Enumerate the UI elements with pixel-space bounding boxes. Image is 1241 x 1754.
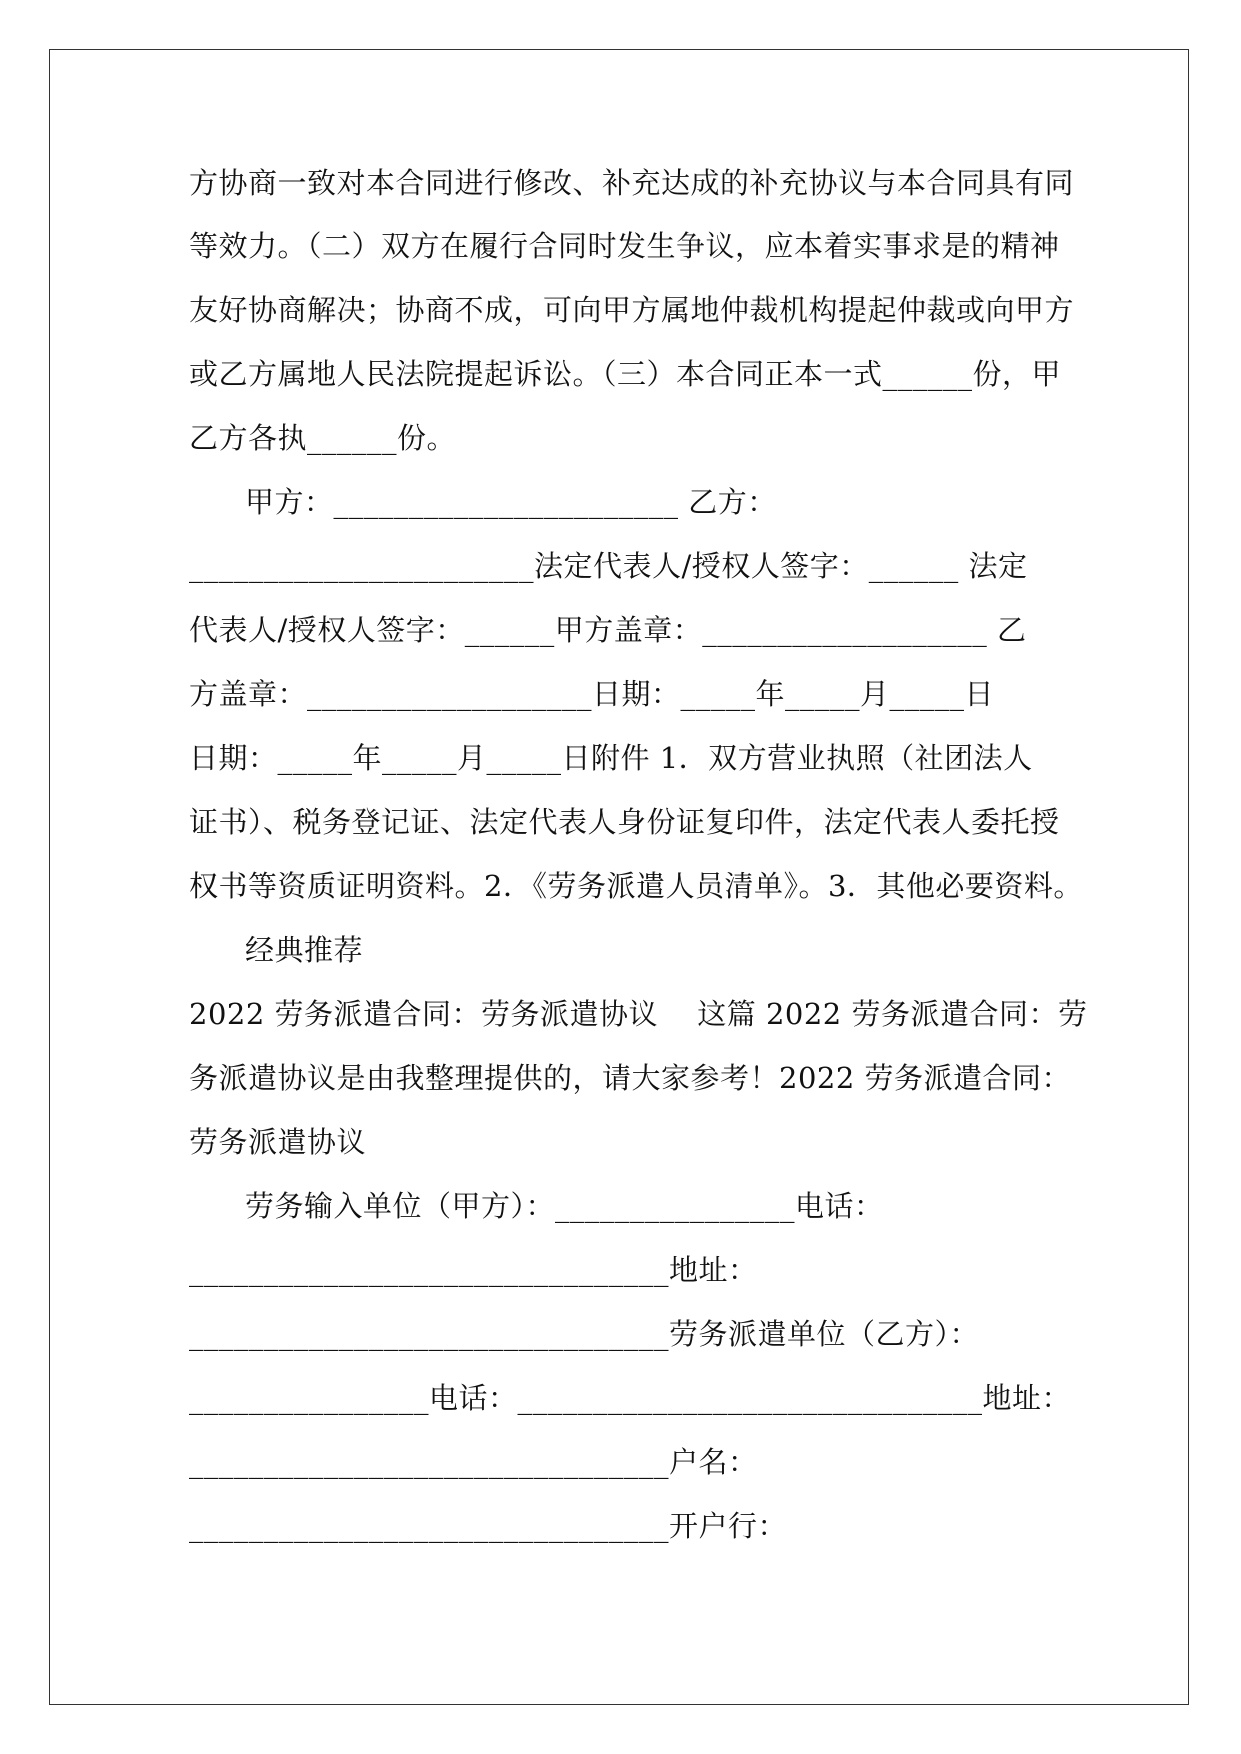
article-intro-line: 务派遣协议是由我整理提供的，请大家参考！2022 劳务派遣合同： <box>189 1061 1072 1095</box>
form-field-line: ________________电话：_______________________________地址： <box>189 1381 1072 1415</box>
signature-line: 代表人/授权人签字：______甲方盖章：___________________ 乙 <box>189 613 1027 647</box>
body-text-line: 等效力。（二）双方在履行合同时发生争议，应本着实事求是的精神 <box>189 229 1060 263</box>
recommend-heading: 经典推荐 <box>245 933 364 967</box>
body-text-line: 乙方各执______份。 <box>189 421 457 455</box>
form-field-line: ________________________________劳务派遣单位（乙方）： <box>189 1317 980 1351</box>
body-text-line: 或乙方属地人民法院提起诉讼。（三）本合同正本一式______份，甲 <box>189 357 1062 391</box>
seal-date-line: 方盖章：___________________日期：_____年_____月_____日 <box>189 677 995 711</box>
form-field-line: ________________________________地址： <box>189 1253 758 1287</box>
article-title-line: 劳务派遣协议 <box>189 1125 367 1159</box>
form-field-line: 劳务输入单位（甲方）：________________电话： <box>245 1189 884 1223</box>
body-text-line: 友好协商解决；协商不成，可向甲方属地仲裁机构提起仲裁或向甲方 <box>189 293 1075 327</box>
signature-party-line: 甲方：_______________________ 乙方： <box>245 485 777 519</box>
article-intro-line: 2022 劳务派遣合同：劳务派遣协议 这篇 2022 劳务派遣合同：劳 <box>189 997 1088 1031</box>
body-text-line: 方协商一致对本合同进行修改、补充达成的补充协议与本合同具有同 <box>189 166 1075 200</box>
attachment-line: 权书等资质证明资料。2．《劳务派遣人员清单》。3．其他必要资料。 <box>189 869 1083 903</box>
form-field-line: ________________________________开户行： <box>189 1509 788 1543</box>
form-field-line: ________________________________户名： <box>189 1445 758 1479</box>
date-attachment-line: 日期：_____年_____月_____日附件 1．双方营业执照（社团法人 <box>189 741 1033 775</box>
attachment-line: 证书）、税务登记证、法定代表人身份证复印件，法定代表人委托授 <box>189 805 1060 839</box>
signature-line: _______________________法定代表人/授权人签字：______ 法定 <box>189 549 1028 583</box>
